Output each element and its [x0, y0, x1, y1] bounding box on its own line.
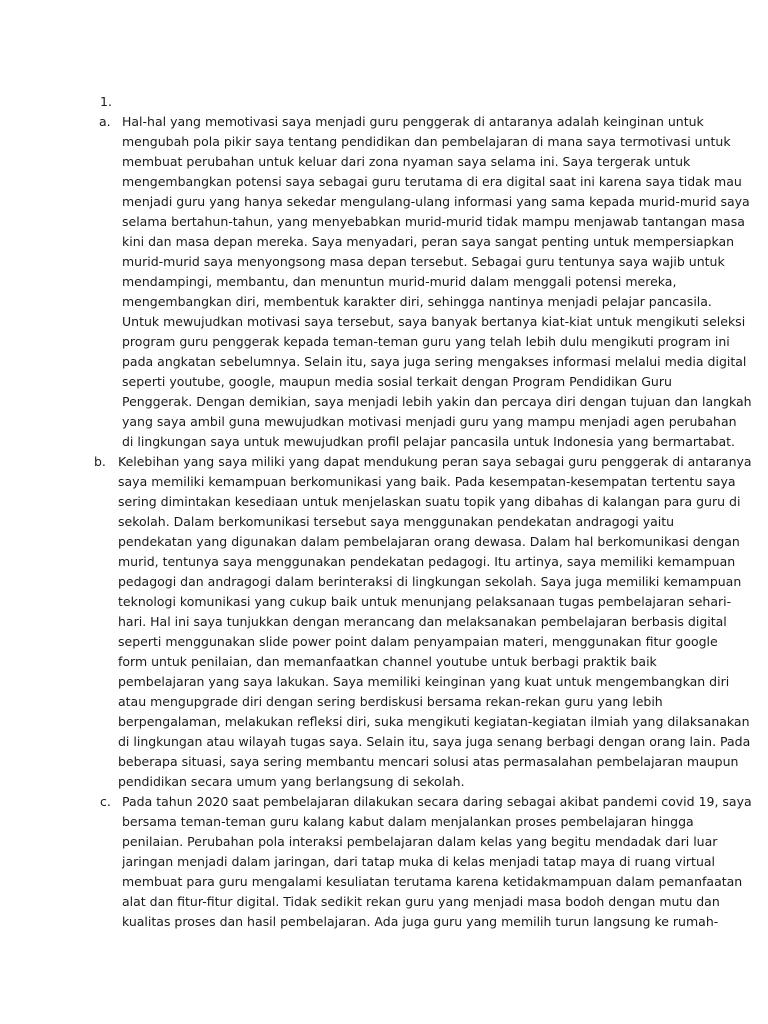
text-line: mengembangkan potensi saya sebagai guru terutama di era digital saat ini karena saya tidak mau [122, 174, 742, 189]
text-line: membuat para guru mengalami kesuliatan terutama karena ketidakmampuan dalam pemanfaatan [122, 874, 743, 889]
text-line: pada angkatan sebelumnya. Selain itu, saya juga sering mengakses informasi melalui media digital [122, 354, 747, 369]
text-line: Hal-hal yang memotivasi saya menjadi guru penggerak di antaranya adalah keinginan untuk [122, 114, 704, 129]
text-line: seperti menggunakan slide power point dalam penyampaian materi, menggunakan fitur google [118, 634, 718, 649]
item-marker: b. [94, 454, 106, 469]
text-line: membuat perubahan untuk keluar dari zona nyaman saya selama ini. Saya tergerak untuk [122, 154, 691, 169]
text-line: pembelajaran yang saya lakukan. Saya memiliki keinginan yang kuat untuk mengembangkan diri [118, 674, 730, 689]
text-line: jaringan menjadi dalam jaringan, dari tatap muka di kelas menjadi tatap maya di ruang virtual [122, 854, 716, 869]
text-line: mengubah pola pikir saya tentang pendidikan dan pembelajaran di mana saya termotivasi untuk [122, 134, 731, 149]
text-line: mengembangkan diri, membentuk karakter diri, sehingga nantinya menjadi pelajar pancasila. [122, 294, 712, 309]
text-line: Penggerak. Dengan demikian, saya menjadi lebih yakin dan percaya diri dengan tujuan dan langkah [122, 394, 752, 409]
text-line: pedagogi dan andragogi dalam berinteraksi di lingkungan sekolah. Saya juga memiliki kemampuan [118, 574, 742, 589]
text-line: alat dan fitur-fitur digital. Tidak sedikit rekan guru yang menjadi masa bodoh dengan mutu dan [122, 894, 720, 909]
text-line: pendidikan secara umum yang berlangsung di sekolah. [118, 774, 465, 789]
item-marker: c. [100, 794, 111, 809]
text-line: mendampingi, membantu, dan menuntun murid-murid dalam menggali potensi mereka, [122, 274, 677, 289]
item-paragraph [122, 792, 752, 932]
item-paragraph [118, 452, 752, 792]
text-line: teknologi komunikasi yang cukup baik untuk menunjang pelaksanaan tugas pembelajaran sehari- [118, 594, 732, 609]
text-line: sekolah. Dalam berkomunikasi tersebut saya menggunakan pendekatan andragogi yaitu [118, 514, 675, 529]
text-line: murid, tentunya saya menggunakan pendekatan pedagogi. Itu artinya, saya memiliki kemampuan [118, 554, 736, 569]
text-line: program guru penggerak kepada teman-teman guru yang telah lebih dulu mengikuti program ini [122, 334, 730, 349]
question-number: 1. [100, 94, 112, 109]
text-line: di lingkungan atau wilayah tugas saya. Selain itu, saya juga senang berbagi dengan orang lain. Pada [118, 734, 751, 749]
item-marker: a. [99, 114, 111, 129]
text-line: hari. Hal ini saya tunjukkan dengan merancang dan melaksanakan pembelajaran berbasis digital [118, 614, 727, 629]
text-line: Untuk mewujudkan motivasi saya tersebut, saya banyak bertanya kiat-kiat untuk mengikuti seleksi [122, 314, 746, 329]
text-line: Kelebihan yang saya miliki yang dapat mendukung peran saya sebagai guru penggerak di antaranya [118, 454, 752, 469]
text-line: selama bertahun-tahun, yang menyebabkan murid-murid tidak mampu menjawab tantangan masa [122, 214, 745, 229]
text-line: form untuk penilaian, dan memanfaatkan channel youtube untuk berbagi praktik baik [118, 654, 657, 669]
text-line: saya memiliki kemampuan berkomunikasi yang baik. Pada kesempatan-kesempatan tertentu saya [118, 474, 736, 489]
text-line: murid-murid saya menyongsong masa depan tersebut. Sebagai guru tentunya saya wajib untuk [122, 254, 725, 269]
text-line: pendekatan yang digunakan dalam pembelajaran orang dewasa. Dalam hal berkomunikasi dengan [118, 534, 740, 549]
text-line: yang saya ambil guna mewujudkan motivasi menjadi guru yang mampu menjadi agen perubahan [122, 414, 737, 429]
text-line: kini dan masa depan mereka. Saya menyadari, peran saya sangat penting untuk mempersiapkan [122, 234, 735, 249]
text-line: menjadi guru yang hanya sekedar mengulang-ulang informasi yang sama kepada murid-murid saya [122, 194, 750, 209]
text-line: bersama teman-teman guru kalang kabut dalam menjalankan proses pembelajaran hingga [122, 814, 694, 829]
text-line: kualitas proses dan hasil pembelajaran. Ada juga guru yang memilih turun langsung ke rumah- [122, 914, 719, 929]
text-line: di lingkungan saya untuk mewujudkan profil pelajar pancasila untuk Indonesia yang bermartabat. [122, 434, 736, 449]
text-line: berpengalaman, melakukan refleksi diri, suka mengikuti kegiatan-kegiatan ilmiah yang dilaksanakan [118, 714, 750, 729]
text-line: Pada tahun 2020 saat pembelajaran dilakukan secara daring sebagai akibat pandemi covid 19, saya [122, 794, 752, 809]
text-line: beberapa situasi, saya sering membantu mencari solusi atas permasalahan pembelajaran maupun [118, 754, 739, 769]
text-line: seperti youtube, google, maupun media sosial terkait dengan Program Pendidikan Guru [122, 374, 672, 389]
text-line: atau mengupgrade diri dengan sering berdiskusi bersama rekan-rekan guru yang lebih [118, 694, 663, 709]
item-paragraph [122, 112, 752, 452]
text-line: sering dimintakan kesediaan untuk menjelaskan suatu topik yang dibahas di kalangan para guru di [118, 494, 741, 509]
text-line: penilaian. Perubahan pola interaksi pembelajaran dalam kelas yang begitu mendadak dari luar [122, 834, 718, 849]
